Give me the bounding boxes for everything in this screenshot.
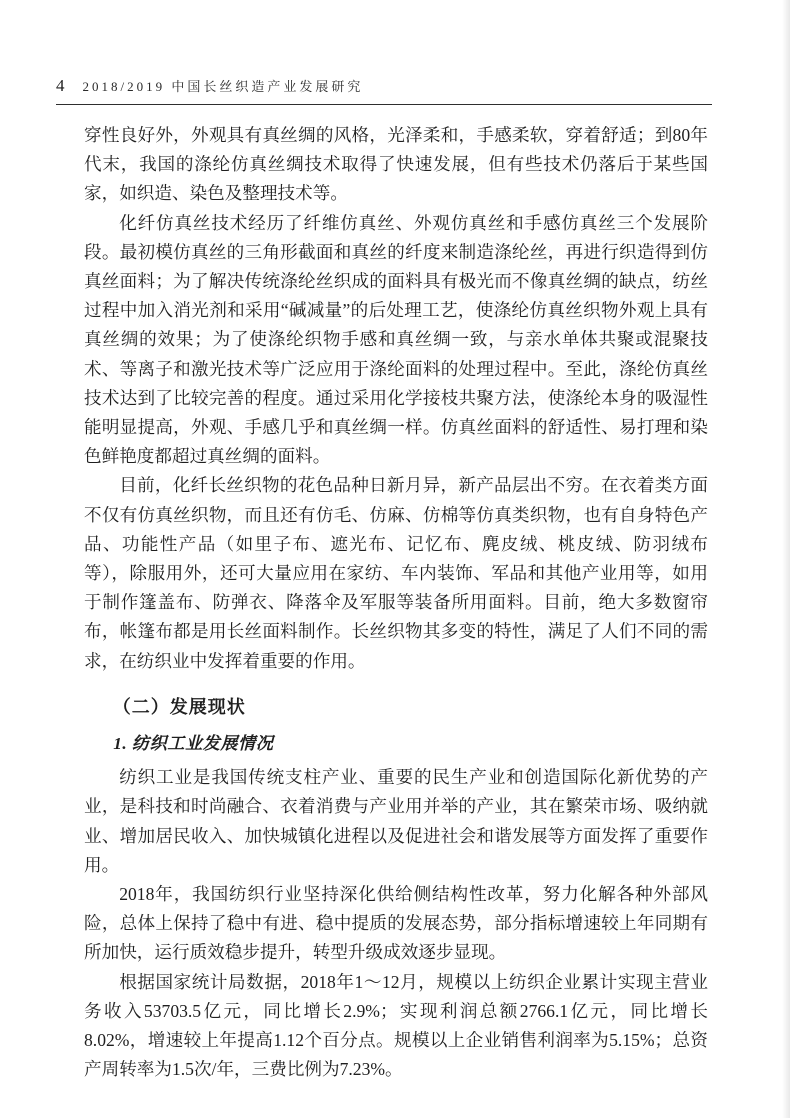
page-header: [56, 76, 712, 105]
paragraph: 2018年，我国纺织行业坚持深化供给侧结构性改革，努力化解各种外部风险，总体上保持了稳中有进、稳中提质的发展态势，部分指标增速较上年同期有所加快，运行质效稳步提升，转型升级成效逐步显现。: [84, 884, 708, 963]
paragraph: 纺织工业是我国传统支柱产业、重要的民生产业和创造国际化新优势的产业，是科技和时尚融合、衣着消费与产业用并举的产业，其在繁荣市场、吸纳就业、增加居民收入、加快城镇化进程以及促进社会和谐发展等方面发挥了重要作用。: [84, 767, 708, 875]
paragraph: 化纤仿真丝技术经历了纤维仿真丝、外观仿真丝和手感仿真丝三个发展阶段。最初模仿真丝的三角形截面和真丝的纤度来制造涤纶丝，再进行织造得到仿真丝面料；为了解决传统涤纶丝织成的面料具有极光而不像真丝绸的缺点，纺丝过程中加入消光剂和采用“碱减量”的后处理工艺，使涤纶仿真丝织物外观上具有真丝绸的效果；为了使涤纶织物手感和真丝绸一致，与亲水单体共聚或混聚技术、等离子和激光技术等广泛应用于涤纶面料的处理过程中。至此，涤纶仿真丝技术达到了比较完善的程度。通过采用化学接枝共聚方法，使涤纶本身的吸湿性能明显提高，外观、手感几乎和真丝绸一样。仿真丝面料的舒适性、易打理和染色鲜艳度都超过真丝绸的面料。: [84, 212, 708, 467]
page-body: [84, 121, 708, 1085]
page-number: 4: [56, 76, 65, 95]
section-heading: （二）发展现状: [112, 696, 246, 717]
subsection-heading: 1. 纺织工业发展情况: [113, 734, 274, 754]
paragraph: 目前，化纤长丝织物的花色品种日新月异，新产品层出不穷。在衣着类方面不仅有仿真丝织物，而且还有仿毛、仿麻、仿棉等仿真类织物，也有自身特色产品、功能性产品（如里子布、遮光布、记忆布、麂皮绒、桃皮绒、防羽绒布等），除服用外，还可大量应用在家纺、车内装饰、军品和其他产业用等，如用于制作篷盖布、防弹衣、降落伞及军服等装备所用面料。目前，绝大多数窗帘布，帐篷布都是用长丝面料制作。长丝织物其多变的特性，满足了人们不同的需求，在纺织业中发挥着重要的作用。: [84, 475, 708, 671]
running-header-title: 2018/2019 中国长丝织造产业发展研究: [82, 79, 364, 94]
paragraph: 穿性良好外，外观具有真丝绸的风格，光泽柔和，手感柔软，穿着舒适；到80年代末，我国的涤纶仿真丝绸技术取得了快速发展，但有些技术仍落后于某些国家，如织造、染色及整理技术等。: [84, 125, 708, 204]
paragraph: 根据国家统计局数据，2018年1～12月，规模以上纺织企业累计实现主营业务收入53703.5亿元，同比增长2.9%；实现利润总额2766.1亿元，同比增长8.02%，增速较上年提高1.12个百分点。规模以上企业销售利润率为5.15%；总资产周转率为1.5次/年，三费比例为7.23%。: [84, 971, 708, 1080]
